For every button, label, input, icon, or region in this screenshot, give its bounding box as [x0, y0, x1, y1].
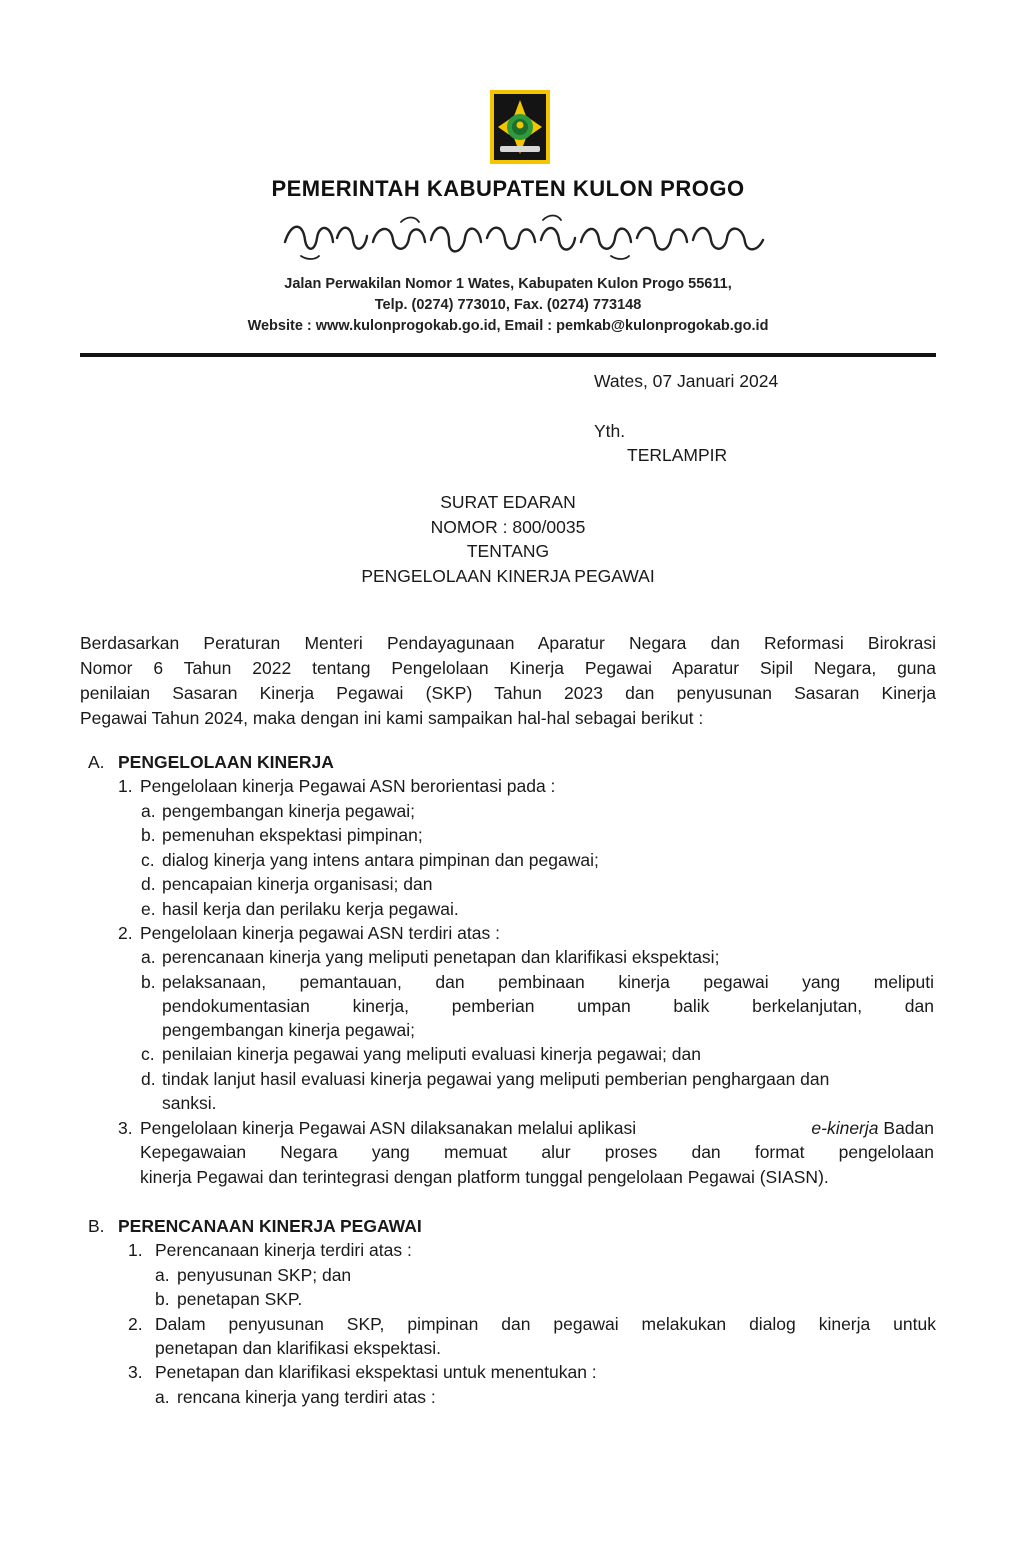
item3-text-start: Pengelolaan kinerja Pegawai ASN dilaksanakan melalui aplikasi	[140, 1118, 637, 1138]
government-title: PEMERINTAH KABUPATEN KULON PROGO	[271, 176, 745, 201]
item-marker: 2.	[128, 1314, 143, 1334]
subitem: rencana kinerja yang terdiri atas :	[177, 1387, 436, 1407]
subitem-marker: a.	[141, 801, 156, 821]
letter-date: Wates, 07 Januari 2024	[594, 371, 779, 391]
address-line: Jalan Perwakilan Nomor 1 Wates, Kabupaten Kulon Progo 55611,	[284, 276, 732, 292]
javanese-script-title-icon	[281, 212, 767, 262]
subitem-marker: b.	[155, 1289, 170, 1309]
subitem-marker: e.	[141, 899, 156, 919]
intro-line: Pegawai Tahun 2024, maka dengan ini kami sampaikan hal-hal sebagai berikut :	[80, 708, 704, 728]
letter-type: SURAT EDARAN	[440, 492, 576, 512]
letter-subject: PENGELOLAAN KINERJA PEGAWAI	[361, 566, 655, 586]
website-email-line: Website : www.kulonprogokab.go.id, Email : pemkab@kulonprogokab.go.id	[247, 318, 769, 334]
item-marker: 2.	[118, 923, 133, 943]
intro-line: Nomor 6 Tahun 2022 tentang Pengelolaan Kinerja Pegawai Aparatur Sipil Negara, guna	[80, 658, 936, 678]
list-item-line: penetapan dan klarifikasi ekspektasi.	[155, 1338, 442, 1358]
letter-number: NOMOR : 800/0035	[430, 517, 586, 537]
letter-about: TENTANG	[466, 541, 550, 561]
subitem: hasil kerja dan perilaku kerja pegawai.	[162, 899, 459, 919]
subitem: penyusunan SKP; dan	[177, 1265, 352, 1285]
list-item: Pengelolaan kinerja pegawai ASN terdiri atas :	[140, 923, 500, 943]
salutation: Yth.	[594, 421, 626, 441]
list-item-line: Dalam penyusunan SKP, pimpinan dan pegawai melakukan dialog kinerja untuk	[155, 1314, 936, 1334]
section-heading: PERENCANAAN KINERJA PEGAWAI	[118, 1216, 422, 1236]
subitem-marker: b.	[141, 972, 156, 992]
subitem: penilaian kinerja pegawai yang meliputi evaluasi kinerja pegawai; dan	[162, 1044, 701, 1064]
subitem-marker: b.	[141, 825, 156, 845]
section-heading: PENGELOLAAN KINERJA	[118, 752, 334, 772]
list-item: Pengelolaan kinerja Pegawai ASN berorientasi pada :	[140, 776, 556, 796]
subitem: pengembangan kinerja pegawai;	[162, 801, 415, 821]
subitem: dialog kinerja yang intens antara pimpinan dan pegawai;	[162, 850, 599, 870]
intro-line: penilaian Sasaran Kinerja Pegawai (SKP) Tahun 2023 dan penyusunan Sasaran Kinerja	[80, 683, 936, 703]
subitem-marker: d.	[141, 874, 156, 894]
subitem-line: pendokumentasian kinerja, pemberian umpan balik berkelanjutan, dan	[162, 996, 934, 1016]
item-marker: 3.	[118, 1118, 133, 1138]
section-marker: A.	[88, 752, 105, 772]
subitem: pemenuhan ekspektasi pimpinan;	[162, 825, 423, 845]
subitem-marker: c.	[141, 850, 155, 870]
subitem-line: sanksi.	[162, 1093, 217, 1113]
item3-text-end	[811, 1116, 934, 1140]
subitem-line: pengembangan kinerja pegawai;	[162, 1020, 415, 1040]
kulon-progo-coat-of-arms-icon	[490, 90, 550, 164]
list-item-line: kinerja Pegawai dan terintegrasi dengan platform tunggal pengelolaan Pegawai (SIASN).	[140, 1167, 829, 1187]
subitem: penetapan SKP.	[177, 1289, 303, 1309]
subitem-marker: a.	[155, 1265, 170, 1285]
item-marker: 1.	[128, 1240, 143, 1260]
intro-line: Berdasarkan Peraturan Menteri Pendayagunaan Aparatur Negara dan Reformasi Birokrasi	[80, 633, 936, 653]
subitem: pencapaian kinerja organisasi; dan	[162, 874, 433, 894]
subitem-marker: d.	[141, 1069, 156, 1089]
subitem-line: pelaksanaan, pemantauan, dan pembinaan kinerja pegawai yang meliputi	[162, 972, 934, 992]
subitem-marker: c.	[141, 1044, 155, 1064]
item-marker: 1.	[118, 776, 133, 796]
e-kinerja-term: e-kinerja	[811, 1118, 879, 1138]
section-marker: B.	[88, 1216, 105, 1236]
letterhead-divider	[80, 353, 936, 357]
list-item-line	[140, 1116, 934, 1140]
item-marker: 3.	[128, 1362, 143, 1382]
contact-line: Telp. (0274) 773010, Fax. (0274) 773148	[374, 297, 642, 313]
list-item-line: Kepegawaian Negara yang memuat alur proses dan format pengelolaan	[140, 1142, 934, 1162]
list-item: Perencanaan kinerja terdiri atas :	[155, 1240, 412, 1260]
subitem-line: tindak lanjut hasil evaluasi kinerja pegawai yang meliputi pemberian penghargaan dan	[162, 1069, 830, 1089]
subitem-marker: a.	[155, 1387, 170, 1407]
item3-badan: Badan	[883, 1118, 934, 1138]
recipient: TERLAMPIR	[627, 445, 728, 465]
subitem: perencanaan kinerja yang meliputi penetapan dan klarifikasi ekspektasi;	[162, 947, 720, 967]
list-item: Penetapan dan klarifikasi ekspektasi untuk menentukan :	[155, 1362, 597, 1382]
subitem-marker: a.	[141, 947, 156, 967]
